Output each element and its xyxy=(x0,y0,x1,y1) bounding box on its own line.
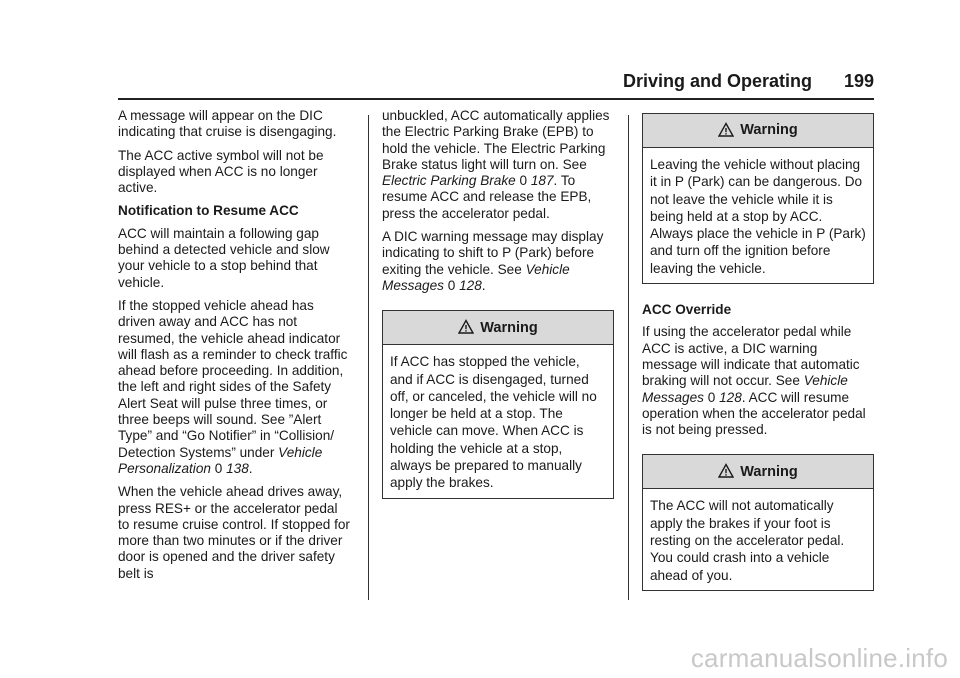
cross-reference-link[interactable]: Vehicle Personalization xyxy=(118,444,323,476)
page-number: 199 xyxy=(843,71,874,91)
paragraph: When the vehicle ahead drives away, press RES+ or the accelerator pedal to resume cruise control. If stopped for more than two minutes or if the driver door is opened and the driver safety belt is xyxy=(118,484,350,581)
warning-body: The ACC will not automatically apply the brakes if your foot is resting on the accelerator pedal. You could crash into a vehicle ahead of you. xyxy=(650,498,845,583)
paragraph-text: A DIC warning message may display indicating to shift to P (Park) before exiting the vehicle. See xyxy=(382,229,604,277)
warning-icon xyxy=(458,319,474,335)
paragraph-text: . xyxy=(481,277,486,293)
paragraph-text: If using the accelerator pedal while ACC is active, a DIC warning message will indicate that automatic braking will not occur. See xyxy=(642,324,860,389)
paragraph-text: . ACC will resume operation when the accelerator pedal is not being pressed. xyxy=(642,389,866,438)
paragraph: ACC will maintain a following gap behind a detected vehicle and slow your vehicle to a stop behind that vehicle. xyxy=(118,225,330,290)
paragraph xyxy=(118,298,350,477)
paragraph: A message will appear on the DIC indicating that cruise is disengaging. xyxy=(118,108,337,140)
warning-body: Leaving the vehicle without placing it in P (Park) can be dangerous. Do not leave the vehicle while it is being held at a stop by ACC. Always place the vehicle in P (Park) and turn off the ignition before leaving the vehicle. xyxy=(650,157,866,276)
paragraph-text: . xyxy=(248,460,253,476)
paragraph: The ACC active symbol will not be displayed when ACC is no longer active. xyxy=(118,147,324,196)
warning-icon xyxy=(718,122,734,138)
cross-reference-link[interactable]: Vehicle Messages xyxy=(382,261,570,293)
paragraph-text: unbuckled, ACC automatically applies the Electric Parking Brake (EPB) to hold the vehicle. The Electric Parking Brake status light will turn on. See xyxy=(382,108,610,172)
page-ref-arrow: 0 xyxy=(707,389,716,405)
warning-box xyxy=(382,310,614,498)
column-1 xyxy=(118,108,350,589)
warning-title-bar xyxy=(643,455,873,489)
paragraph xyxy=(382,108,614,222)
warning-title: Warning xyxy=(740,122,798,139)
page-ref-number[interactable]: 187 xyxy=(530,173,554,189)
warning-icon xyxy=(718,463,734,479)
warning-title-bar xyxy=(643,114,873,148)
paragraph-text: If the stopped vehicle ahead has driven away and ACC has not resumed, the vehicle ahead indicator will flash as a reminder to check traffic ahead before proceeding. In addition, the left and right sides of the Safety Alert Seat will pulse three times, or three beeps will sound. See ”Alert Type” and “Go Notifier” in “Collision/ Detection Systems” under xyxy=(118,297,348,460)
warning-title: Warning xyxy=(480,319,538,336)
page-ref-arrow: 0 xyxy=(447,277,456,293)
warning-box xyxy=(642,454,874,590)
page-ref-number[interactable]: 138 xyxy=(226,460,249,476)
page-ref-number[interactable]: 128 xyxy=(719,389,742,405)
warning-body: If ACC has stopped the vehicle, and if ACC is disengaged, turned off, or canceled, the vehicle will no longer be held at a stop. The vehicle can move. When ACC is holding the vehicle at a stop, always be prepared to manually apply the brakes. xyxy=(390,354,597,491)
page-ref-number[interactable]: 128 xyxy=(459,277,482,293)
page-ref-arrow: 0 xyxy=(214,460,223,476)
page-header xyxy=(118,71,874,100)
column-divider xyxy=(628,115,629,600)
section-title: Driving and Operating xyxy=(622,71,812,91)
warning-title-bar xyxy=(383,311,613,345)
cross-reference-link[interactable]: Vehicle Messages xyxy=(642,373,848,405)
column-3 xyxy=(642,108,874,591)
paragraph xyxy=(382,229,614,294)
cross-reference-link[interactable]: Electric Parking Brake xyxy=(382,173,516,189)
paragraph-text: . To resume ACC and release the EPB, press the accelerator pedal. xyxy=(382,173,592,221)
column-divider xyxy=(368,115,369,600)
page-ref-arrow: 0 xyxy=(519,173,528,189)
section-heading: Notification to Resume ACC xyxy=(118,203,299,219)
column-2 xyxy=(382,108,614,499)
section-heading: ACC Override xyxy=(642,302,732,318)
warning-title: Warning xyxy=(740,463,798,480)
paragraph xyxy=(642,324,874,438)
watermark: carmanualsonline.info xyxy=(690,643,948,673)
warning-box xyxy=(642,113,874,284)
